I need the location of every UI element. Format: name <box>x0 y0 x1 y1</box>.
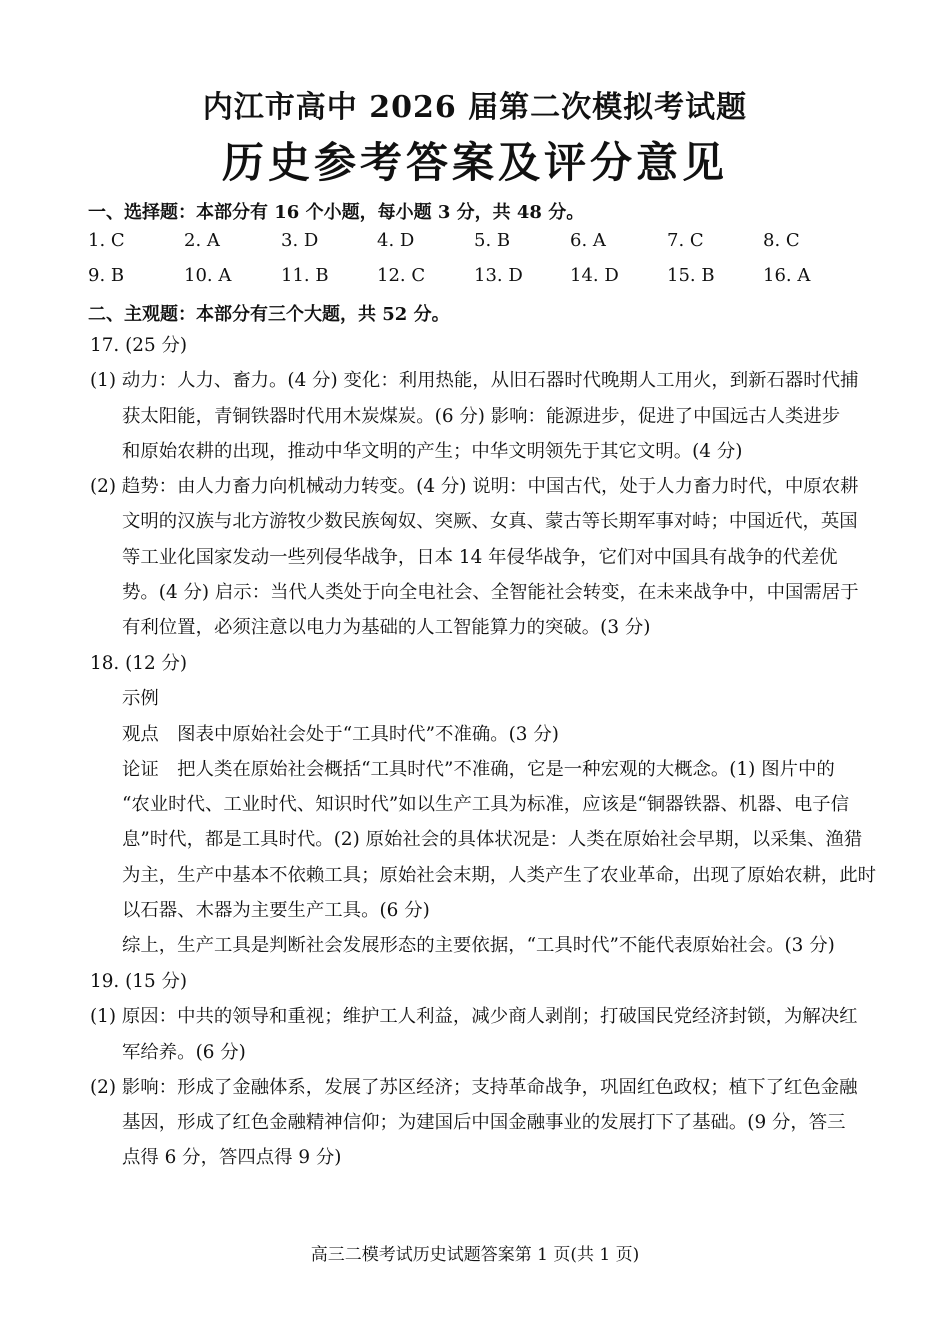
q18-line: 综上，生产工具是判断社会发展形态的主要依据，“工具时代”不能代表原始社会。(3 分) <box>122 935 835 957</box>
answer-item: 10. A <box>184 265 232 286</box>
q17-part1-line: (1) 动力：人力、畜力。(4 分) 变化：利用热能，从旧石器时代晚期人工用火，到新石器时代捕 <box>90 370 859 392</box>
q19-part2-line: 点得 6 分，答四点得 9 分) <box>122 1147 342 1169</box>
answer-item: 15. B <box>667 265 715 286</box>
q17-part2-line: 文明的汉族与北方游牧少数民族匈奴、突厥、女真、蒙古等长期军事对峙；中国近代，英国 <box>122 511 858 533</box>
answer-item: 1. C <box>88 230 125 251</box>
answer-item: 8. C <box>763 230 800 251</box>
question-label: 18. (12 分) <box>90 653 188 674</box>
question-label: 19. (15 分) <box>90 971 188 992</box>
q17-part2-line: (2) 趋势：由人力畜力向机械动力转变。(4 分) 说明：中国古代，处于人力畜力时代，中原农耕 <box>90 476 859 498</box>
answer-item: 14. D <box>570 265 619 286</box>
answer-item: 16. A <box>763 265 811 286</box>
q18-line: 观点 图表中原始社会处于“工具时代”不准确。(3 分) <box>122 723 559 745</box>
answer-item: 6. A <box>570 230 606 251</box>
q17-part1-line: 获太阳能，青铜铁器时代用木炭煤炭。(6 分) 影响：能源进步，促进了中国远古人类进步 <box>122 405 841 427</box>
q17-part2-line: 等工业化国家发动一些列侵华战争，日本 14 年侵华战争，它们对中国具有战争的代差优 <box>122 546 838 568</box>
answer-item: 13. D <box>474 265 523 286</box>
exam-title: 内江市高中 2026 届第二次模拟考试题 <box>202 90 748 125</box>
q17-part2-line: 有利位置，必须注意以电力为基础的人工智能算力的突破。(3 分) <box>122 617 651 639</box>
page-title: 历史参考答案及评分意见 <box>221 138 728 187</box>
q17-part1-line: 和原始农耕的出现，推动中华文明的产生；中华文明领先于其它文明。(4 分) <box>122 440 743 462</box>
answer-item: 4. D <box>377 230 415 251</box>
answer-item: 3. D <box>281 230 319 251</box>
q19-part1-line: 军给养。(6 分) <box>122 1041 246 1063</box>
section2-heading: 二、主观题：本部分有三个大题，共 52 分。 <box>88 304 450 325</box>
q17-block <box>90 328 862 646</box>
q19-part1-line: (1) 原因：中共的领导和重视；维护工人利益，减少商人剥削；打破国民党经济封锁，为解决红 <box>90 1006 858 1028</box>
answers-row-1 <box>88 230 888 260</box>
answer-item: 12. C <box>377 265 426 286</box>
page-footer: 高三二模考试历史试题答案第 1 页(共 1 页) <box>310 1245 640 1265</box>
answer-item: 7. C <box>667 230 704 251</box>
question-label: 17. (25 分) <box>90 335 188 356</box>
answer-item: 11. B <box>281 265 329 286</box>
q18-line: 示例 <box>122 688 159 710</box>
q18-line: 息”时代，都是工具时代。(2) 原始社会的具体状况是：人类在原始社会早期，以采集、渔猎 <box>122 829 863 851</box>
q18-block <box>90 646 877 964</box>
q19-part2-line: (2) 影响：形成了金融体系，发展了苏区经济；支持革命战争，巩固红色政权；植下了红色金融 <box>90 1076 858 1098</box>
answer-item: 5. B <box>474 230 511 251</box>
section1-heading: 一、选择题：本部分有 16 个小题，每小题 3 分，共 48 分。 <box>88 202 585 223</box>
answers-row-2 <box>88 265 888 295</box>
q18-line: “农业时代、工业时代、知识时代”如以生产工具为标准，应该是“铜器铁器、机器、电子信 <box>122 794 850 816</box>
q19-part2-line: 基因，形成了红色金融精神信仰；为建国后中国金融事业的发展打下了基础。(9 分，答三 <box>122 1112 846 1134</box>
q17-part2-line: 势。(4 分) 启示：当代人类处于向全电社会、全智能社会转变，在未来战争中，中国需居于 <box>122 582 859 604</box>
q18-line: 论证 把人类在原始社会概括“工具时代”不准确，它是一种宏观的大概念。(1) 图片中的 <box>122 758 835 780</box>
answer-item: 9. B <box>88 265 125 286</box>
q19-block <box>90 964 862 1176</box>
q18-line: 为主，生产中基本不依赖工具；原始社会末期，人类产生了农业革命，出现了原始农耕，此时 <box>122 864 877 886</box>
answer-item: 2. A <box>184 230 220 251</box>
q18-line: 以石器、木器为主要生产工具。(6 分) <box>122 900 430 922</box>
